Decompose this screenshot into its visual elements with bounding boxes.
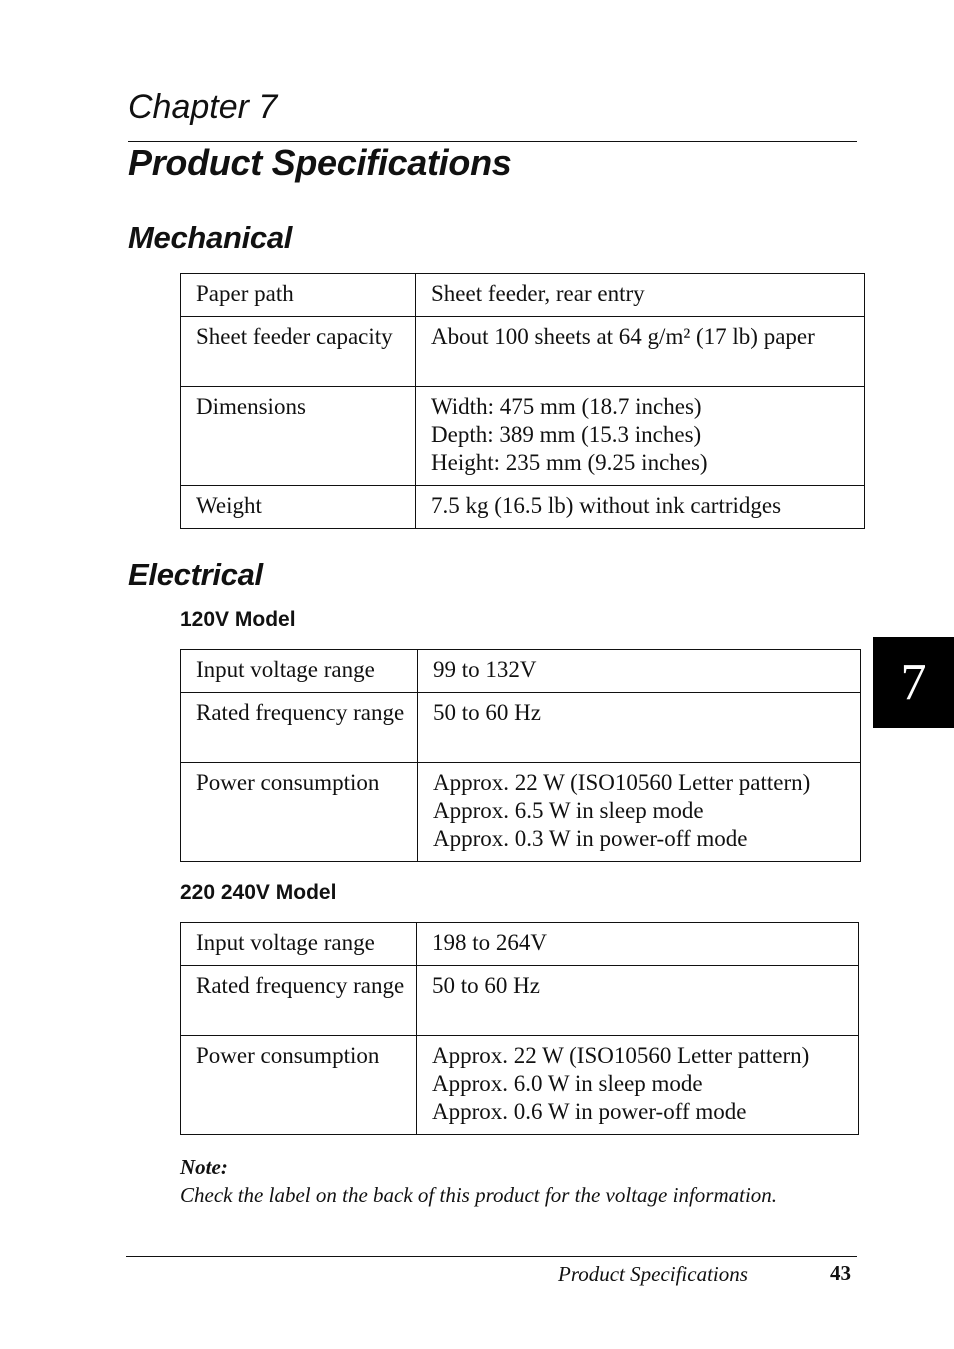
spec-label: Rated frequency range (181, 693, 418, 763)
page-title: Product Specifications (128, 142, 512, 183)
spec-label: Paper path (181, 274, 416, 317)
mechanical-table (180, 273, 865, 529)
spec-value: Sheet feeder, rear entry (416, 274, 865, 317)
spec-value-line: Approx. 0.3 W in power-off mode (433, 826, 748, 851)
spec-value-line: Height: 235 mm (9.25 inches) (431, 450, 708, 475)
table-row (181, 923, 859, 966)
spec-value-line: Approx. 6.0 W in sleep mode (432, 1071, 703, 1096)
note-label: Note: (180, 1155, 228, 1179)
spec-value (418, 763, 861, 862)
table-row (181, 274, 865, 317)
spec-value: 50 to 60 Hz (417, 966, 859, 1036)
spec-value (417, 1036, 859, 1135)
spec-value-line: Approx. 22 W (ISO10560 Letter pattern) (432, 1043, 810, 1068)
spec-label: Power consumption (181, 763, 418, 862)
note-text: Check the label on the back of this product for the voltage information. (180, 1183, 778, 1207)
table-row (181, 763, 861, 862)
spec-label: Rated frequency range (181, 966, 417, 1036)
spec-value: About 100 sheets at 64 g/m² (17 lb) paper (416, 317, 865, 387)
spec-value: 7.5 kg (16.5 lb) without ink cartridges (416, 486, 865, 529)
spec-label: Power consumption (181, 1036, 417, 1135)
spec-value-line: Approx. 0.6 W in power-off mode (432, 1099, 747, 1124)
table-row (181, 387, 865, 486)
page-number: 43 (830, 1261, 851, 1285)
footer-divider (126, 1256, 857, 1257)
table-row (181, 486, 865, 529)
model-220-table (180, 922, 859, 1135)
spec-label: Input voltage range (181, 650, 418, 693)
table-row (181, 650, 861, 693)
spec-label: Weight (181, 486, 416, 529)
mechanical-heading: Mechanical (128, 220, 293, 255)
electrical-heading: Electrical (128, 557, 263, 592)
table-row (181, 1036, 859, 1135)
spec-label: Sheet feeder capacity (181, 317, 416, 387)
model-120-heading: 120V Model (180, 608, 296, 631)
spec-value-line: Depth: 389 mm (15.3 inches) (431, 422, 702, 447)
table-row (181, 693, 861, 763)
model-220-heading: 220 240V Model (180, 881, 337, 904)
footer-title: Product Specifications (558, 1262, 748, 1286)
spec-value: 50 to 60 Hz (418, 693, 861, 763)
table-row (181, 966, 859, 1036)
spec-value: 99 to 132V (418, 650, 861, 693)
spec-label: Input voltage range (181, 923, 417, 966)
spec-value-line: Approx. 22 W (ISO10560 Letter pattern) (433, 770, 811, 795)
spec-value-line: Width: 475 mm (18.7 inches) (431, 394, 702, 419)
spec-value-line: Approx. 6.5 W in sleep mode (433, 798, 704, 823)
spec-value (416, 387, 865, 486)
chapter-label: Chapter 7 (128, 88, 278, 126)
spec-label: Dimensions (181, 387, 416, 486)
spec-value: 198 to 264V (417, 923, 859, 966)
model-120-table (180, 649, 861, 862)
chapter-tab-marker: 7 (873, 637, 954, 728)
table-row (181, 317, 865, 387)
